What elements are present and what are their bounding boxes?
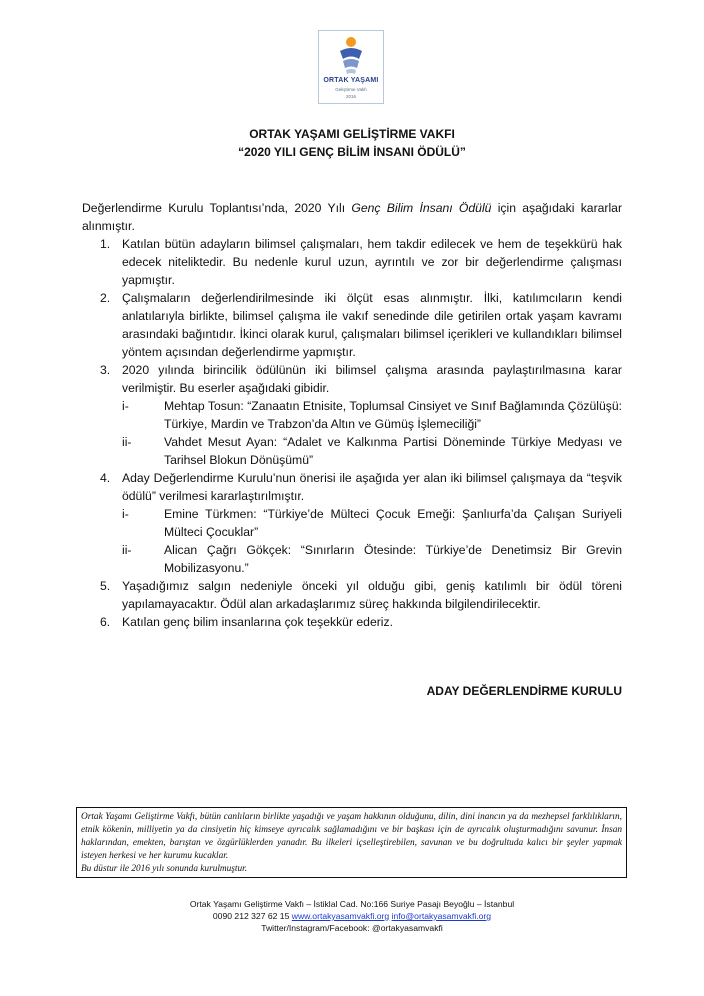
list-number: 4. [100,471,111,485]
statement-text: Ortak Yaşamı Geliştirme Vakfı, bütün canlıların birlikte yaşadığı ve yaşam hakkının olduğunu, dilin, dini inancın ya da mezhepsel farklılıkların, etnik kökenin, milliyetin ya da cinsiyetin hiç kimseye ayrıcalık sağlamadığını ve bir başkası için de ayrıcalık oluşturmadığını savunur. İnsan haklarından, emekten, barıştan ve özgürlüklerden yanadır. Bu ilkeleri içselleştirebilen, savunan ve bu doğrultuda kalıcı bir şeyler yapmak isteyen herkesi ve her kurumu kucaklar. [81,812,622,861]
email-link[interactable]: info@ortakyasamvakfi.org [391,911,492,921]
intro-text: Değerlendirme Kurulu Toplantısı’nda, 2020 Yılı [82,201,352,215]
contact-line [0,910,704,922]
signature-committee: ADAY DEĞERLENDİRME KURULU [426,684,622,698]
contact-phone: 0090 212 327 62 15 [212,911,290,921]
intro-text-end: için aşağıdaki kararlar alınmıştır. [82,201,623,233]
roman-number: i- [122,507,129,521]
foundation-statement-box [76,807,627,878]
list-number: 2. [100,291,111,305]
award-text: Mehtap Tosun: “Zanaatın Etnisite, Toplumsal Cinsiyet ve Sınıf Bağlamında Çözülüşü: Türkiye, Mardin ve Trabzon’da Altın ve Gümüş İşlemeciliği” [164,399,622,431]
encouragement-text: Emine Türkmen: “Türkiye’de Mülteci Çocuk Emeği: Şanlıurfa’da Çalışan Suriyeli Mülteci Çocuklar” [164,507,622,539]
list-number: 3. [100,363,111,377]
intro-paragraph [82,199,622,235]
contact-social: Twitter/Instagram/Facebook: @ortakyasamvakfi [261,923,443,933]
list-number: 6. [100,615,111,629]
list-text: Yaşadığımız salgın nedeniyle önceki yıl olduğu gibi, geniş katılımlı bir ödül töreni yapılamayacaktır. Ödül alan arkadaşlarımız süreç hakkında bilgilendirilecektir. [122,579,622,611]
document-title: ORTAK YAŞAMI GELİŞTİRME VAKFI [249,127,455,141]
award-text: Vahdet Mesut Ayan: “Adalet ve Kalkınma Partisi Döneminde Türkiye Medyası ve Tarihsel Blokun Dönüşümü” [164,435,622,467]
roman-number: ii- [122,435,132,449]
list-text: Katılan bütün adayların bilimsel çalışmaları, hem takdir edilecek ve hem de teşekkürü hak edecek niteliktedir. Bu nedenle kurul uzun, ayrıntılı ve zor bir değerlendirme çalışması yapmıştır. [122,237,622,287]
website-link[interactable]: www.ortakyasamvakfi.org [291,911,390,921]
award-name: Genç Bilim İnsanı Ödülü [351,201,492,215]
contact-address: Ortak Yaşamı Geliştirme Vakfı – İstiklal Cad. No:166 Suriye Pasajı Beyoğlu – İstanbul [189,899,515,909]
list-number: 5. [100,579,111,593]
logo-name: ORTAK YAŞAMI [323,77,379,84]
logo-subtitle: Geliştirme Vakfı [335,87,367,92]
logo-emblem-icon [337,35,365,75]
foundation-logo [318,30,384,104]
encouragement-text: Alican Çağrı Gökçek: “Sınırların Ötesinde: Türkiye’de Denetimsiz Bir Grevin Mobilizasyonu.” [164,543,622,575]
roman-number: ii- [122,543,132,557]
list-text: Aday Değerlendirme Kurulu’nun önerisi ile aşağıda yer alan iki bilimsel çalışmaya da “teşvik ödülü” verilmesi kararlaştırılmıştır. [122,471,622,503]
statement-founding-line: Bu düstur ile 2016 yılı sonunda kurulmuştur. [81,864,248,874]
list-number: 1. [100,237,111,251]
list-text: 2020 yılında birincilik ödülünün iki bilimsel çalışma arasında paylaştırılmasına karar verilmiştir. Bu eserler aşağıdaki gibidir. [122,363,622,395]
list-text: Katılan genç bilim insanlarına çok teşekkür ederiz. [122,615,393,629]
roman-number: i- [122,399,129,413]
logo-year: 2016 [345,94,356,99]
list-text: Çalışmaların değerlendirilmesinde iki ölçüt esas alınmıştır. İlki, katılımcıların kendi anlatılarıyla birlikte, bilimsel çalışma ile vakıf senedinde dile getirilen ortak yaşam kavramı arasındaki bağıntıdır. İkinci olarak kurul, çalışmaları bilimsel içerikleri ve kullandıkları bilimsel yöntem açısından değerlendirme yapmıştır. [122,291,622,359]
document-subtitle: “2020 YILI GENÇ BİLİM İNSANI ÖDÜLÜ” [238,145,466,159]
